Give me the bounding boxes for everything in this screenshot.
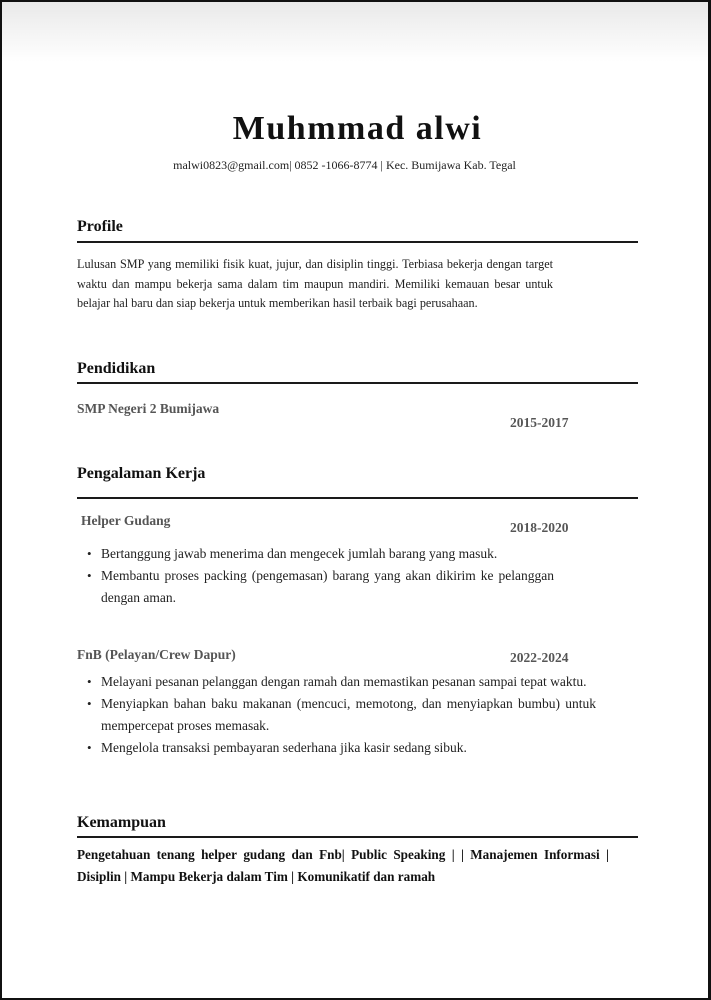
- skills-word: Pengetahuan: [77, 847, 151, 862]
- job-role: FnB (Pelayan/Crew Dapur): [77, 647, 236, 662]
- skills-line: [77, 844, 609, 866]
- section-title-education: Pendidikan: [77, 360, 156, 377]
- job-duty-item: • Menyiapkan bahan baku makanan (mencuci, memotong, dan menyiapkan bumbu) untuk mempercepat proses memasak.: [101, 693, 596, 737]
- skills-word: tenang: [156, 847, 195, 862]
- candidate-name: Muhmmad alwi: [232, 110, 483, 147]
- job-years: 2022-2024: [510, 650, 569, 665]
- skills-word: gudang: [243, 847, 286, 862]
- job-duty-item: • Mengelola transaksi pembayaran sederhana jika kasir sedang sibuk.: [101, 737, 596, 759]
- section-title-skills: Kemampuan: [77, 814, 166, 831]
- skills-word: Public: [351, 847, 387, 862]
- profile-text: Lulusan SMP yang memiliki fisik kuat, jujur, dan disiplin tinggi. Terbiasa bekerja dengan target waktu dan mampu bekerja sama dalam tim maupun mandiri. Memiliki kemauan besar untuk belajar hal baru dan siap bekerja untuk memberikan hasil terbaik bagi perusahaan.: [77, 257, 553, 310]
- skills-line: Disiplin | Mampu Bekerja dalam Tim | Komunikatif dan ramah: [77, 869, 436, 884]
- skills-word: |: [605, 847, 609, 862]
- section-divider: [77, 836, 638, 838]
- skills-word: dan: [291, 847, 313, 862]
- section-title-profile: Profile: [77, 218, 123, 235]
- section-divider: [77, 497, 638, 499]
- job-duty-item: • Membantu proses packing (pengemasan) barang yang akan dikirim ke pelanggan dengan aman.: [101, 565, 554, 609]
- education-school: SMP Negeri 2 Bumijawa: [77, 401, 220, 416]
- skills-word: Fnb|: [319, 847, 345, 862]
- job-duty-item: • Melayani pesanan pelanggan dengan ramah dan memastikan pesanan sampai tepat waktu.: [101, 671, 596, 693]
- job-duties-list: [77, 671, 596, 759]
- skills-word: Manajemen: [470, 847, 538, 862]
- skills-word: helper: [201, 847, 237, 862]
- job-duty-item: • Bertanggung jawab menerima dan mengecek jumlah barang yang masuk.: [101, 543, 554, 565]
- job-duties-list: [77, 543, 554, 609]
- education-years: 2015-2017: [510, 415, 569, 430]
- skills-word: Speaking: [393, 847, 446, 862]
- section-divider: [77, 241, 638, 243]
- job-years: 2018-2020: [510, 520, 569, 535]
- job-role: Helper Gudang: [81, 513, 171, 528]
- skills-word: Informasi: [543, 847, 600, 862]
- skills-word: |: [451, 847, 455, 862]
- section-divider: [77, 382, 638, 384]
- skills-list: [77, 844, 609, 888]
- contact-info: malwi0823@gmail.com| 0852 -1066-8774 | Kec. Bumijawa Kab. Tegal: [173, 158, 516, 172]
- skills-word: |: [460, 847, 464, 862]
- section-title-experience: Pengalaman Kerja: [77, 465, 206, 482]
